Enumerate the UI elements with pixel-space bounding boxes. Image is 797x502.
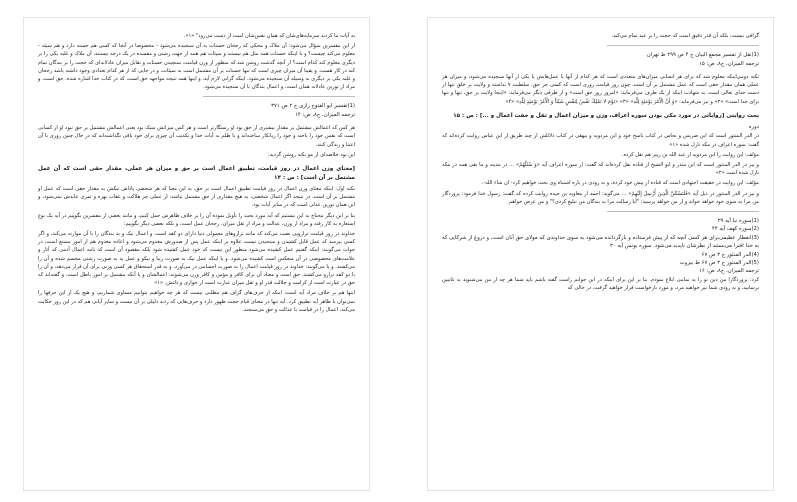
left-para-5: بنا بر این دیگر محتاج به این نیستیم که آیه مورد بحث را تأویل نموده آن را بر خلاف ظاهرش حمل کنیم، و مانند بعضی از مفسرین بگوییم در آیه یک نوع استعاره به کار رفته و مراد از وزن، عدالت و مراد از ثقل میزان، رجحان عمل است، و بلکه بعضی دیگر بگوییم: [38,212,355,227]
right-footnote-ref-3: (3)انفطار عظیمی‌برای هر کسی آنچه که از پیش فرستاده و بازگردانده می‌شود به سوی خداوندی که مولای حق آنان است، و دروغ از شرکایی که به خدا افترا می‌بستند از نظرشان ناپدید می‌شود. سوره یونس آیه ۳۰ [442,234,759,250]
left-section-heading: [معنای وزن اعمال در روز قیامت، تطبیق اعمال است بر حق و میزان هر عملی، مقدار حقی است که آن عمل مشتمل بر آن است] : ص : ۱۴ [38,166,355,182]
left-para-1: به آیات ما کردند سرمایه‌های‌شان که همان نفس‌شان است از دست می‌رود" «۱». [183,33,355,39]
left-page [24,18,369,490]
left-para-3: هر کس که اعمالش مشتمل بر مقدار بیشتری از حق بود او رستگارتر است و هر کس میزانش سبک بود یعنی اعمالش مشتمل بر حق نبود او از کسانی است که نفس خود را باخته و خود را زیانکار ساخته‌اند و با ظلم به آیات خدا و تکذیب آن چیزی برای خود باقی نگذاشته‌اند که در حال چنین روزی با آن اعتنا و زندگی کنند. [38,125,355,148]
right-footnote-ref-4: (4)الدر المنثور ج ۳ ص ۶۷ [701,251,759,258]
right-para-3: در الدر المنثور است که ابن ضریس و نحاس در کتاب ناسخ خود و ابن مردویه و بیهقی در کتاب دلائلش از چند طریق از ابن عباس روایت کرده‌اند که گفت: سوره اعراف در مکه نازل شده «۱» [442,133,759,148]
left-para-2: از این مفسرین سؤال می‌شود: آن ملاک و محکی که رجحان حسنات به آن سنجیده می‌شود - مخصوصا در آنجا که کسی هم حسنه دارد و هم سیئه - معلوم می‌کند چیست؟ و با اینکه حسنات همه مثل هم نیستند و سیئات هم همه از جهت زشتی و مفسده در یک درجه نیستند، آن ملاک و غلبه یکی را بر دیگری معلوم کند کدام است؟ از آنچه گذشت روشن شد که منظور از وزن قیامت، سنجیدن حسنات و تقابل میزان عادلانه‌ای که حجت را بر بندگان تمام کند در کار هست. و یقینا آن میزان چیزی است که تنها حسنات بر آن مشتمل است نه سیئات، و در جایی که از هر کدام تعدادی وجود داشته باشد رجحان و غلبه یکی بر دیگری به وسیله آن سنجیده می‌شود. اینکه گرانی لازم آید، و اینها همه نتیجه مواجهه حق است، که در کتاب خدا اشاره شده. حق است، و مراد از توزین عادلانه همان است، و اعمال بندگان با آن سنجیده می‌شود. [38,43,355,91]
right-para-7: و نیز در الدر المنثور در ذیل آیه «فَلَنَسْئَلَنَّ الَّذِينَ أُرْسِلَ إِلَيْهِمْ» ... می‌گوید: احمد از معاویه بن حیده روایت کرده که گفت: رسول خدا فرمود: پروردگار من مرا به سوی خود خواهد خواند و از من خواهد پرسید: "آیا رسالت مرا به بندگان من تبلیغ کردی؟" و من عرض خواهم [442,190,759,205]
left-footnote-1: (1)تفسیر ابو الفتوح رازی ج ۲ ص ۳۷۱ [271,103,355,110]
right-page-number-ref: ترجمه المیزان، ج‏۸، ص: ۱۵ [699,60,759,67]
left-para-3b: این بود خلاصه‌ای از مو نکته روشن گردید: [267,151,355,158]
right-footnote-1: (1)نقل از تفسیر مجمع البیان ج ۴ ص ۲۹۹ ط تهران [646,52,759,59]
footnote-divider [203,96,355,97]
right-footnote-ref-2: (2)سوره کهف آیه ۴۴ [711,226,759,233]
left-para-7: اینها هم بر خلاف مراد آیه است، اینکه از حرف‌های گزاف هم مطلبی نیست که هر چه خواهیم بتوانیم مساوی شماریم، و هیچ یک از این حرفها را نمی‌توان با ظاهر آیه تطبیق کرد. آیه تنها در معنای قیام حجت ظهور دارد و حرف‌هایی که زدند دلیلی بر آن نیست و سایر آیاتی هم که در این روز حکایت می‌کند، اعمال را در قیامت با عدالت و حق می‌سنجند. [38,290,355,313]
right-top-line: گزافی نیست، بلکه آن قدر دقیق است که حجت را بر عبد تمام می‌کند. [611,33,759,39]
right-para-1: نکته دومی‌اینکه معلوم شد که برای هر انسانی میزان‌های متعددی است که هر کدام از آنها با عمل‌هایش یا یکی از آنها سنجیده می‌شود، و میزان هر عملی همان مقدار حقی است که عمل مشتمل بر آن است، چون روز قیامت روزی است که کسی جز حق، سلطنت ۷ نداشته و ولایت بر خلق تنها از دست خدای تعالی است، به شهادت اینکه از یک طرف می‌فرماید: «امروز روز حق است» و از طرفی دیگر می‌فرماید: «اینجا ولایت بر حق، تنها و تنها برای خدا است» «۲» و نیز می‌فرماید: «وَ أَنَّ الْأَمْرَ یَوْمَئِذٍ لِلَّهِ» «۳» «يَوْمَ لا تَمْلِكُ نَفْسٌ لِنَفْسٍ شَيْئاً وَ الْأَمْرُ يَوْمَئِذٍ لِلَّهِ» «۴» [442,74,759,105]
footnote-divider [607,211,759,212]
left-para-6: خداوند در روز قیامت ترازویی نصب می‌کند که مانند ترازوهای معمولی دنیا دارای دو کفه است، و اعمال نیک و بد بندگان را با آن موازنه می‌کند، و اگر کسی بپرسد که عمل قابل کشیدن و سنجیدن نیست علاوه بر اینکه عمل پس از صدورش معدوم می‌شود و اعاده معدوم هم از امور ممتنع است، در جواب می‌گویند: اینکه گفتیم عمل کشیده می‌شود منظور این نیست که خود عمل کشیده شود بلکه مقصود آن است که نامه اعمال آدمی که آثار و علامت‌های مخصوصی در آن منعکس است کشیده می‌شود. و یا اینکه عمل نیک به صورت زیبا و نیکو و عمل بد به صورت زشتی مجسم شده و آن را می‌کشند. و یا می‌گویند: خداوند در روز قیامت اعمال را به صورت اجسامی در می‌آورد، و به قدر استحقاق هر کسی وزنی برای آن قرار می‌دهد، و آن را با دو کفه ترازو می‌کشند. حق است و معناد آن برای کافر و مؤمن و کافر وزن می‌شوند. اعمالشان و یا آنکه مشتمل بر امور باطل است، و گفته‌اند که حق در عبارت است از کرامت و جلالت قدر او و ثقل میزان عبارت است از خواری و ذلتش. «۱» [38,231,355,287]
right-para-6: مؤلف: این روایت در حقیقت اجتهادی است که قتاده از پیش خود کرده، و به زودی در باره اشتباه وی بحث خواهیم کرد- ان شاء الله-. [481,180,759,187]
right-footnote-ref-5: (5)الدر المنثور ج ۳ ص ۶۷ ط بیروت [679,260,759,267]
right-page-number-ref-2: ترجمه المیزان، ج‏۸، ص: ۱۶ [699,268,759,275]
right-para-8: کرد: پروردگارا من دین تو را به تمامی ابلاغ نمودم. بنا بر این برای اینکه در این جوابم راست گفته باشم باید شما هر چه از من می‌شنوید به غایبین برسانید، و به زودی شما نیز خواهید مرد، و مورد بازخواست قرار خواهید گرفت، در حالی که [442,276,759,292]
right-section-heading: بحث روایتی [روایاتی در مورد مکی بودن سوره اعراف، وزن و میزان اعمال و ثقل و خفت اعمال و ...] : ص : ۱۵ [453,112,759,119]
right-para-5: و نیز در الدر المنثور است که ابن منذر و ابو الشیخ از قتاده نقل کرده‌اند که گفت: از سوره اعراف آیه «وَ سْئَلْهُمْ» ... در مدینه و ما بقی همه در مکه نازل شده است «۲» [442,162,759,177]
left-para-4: نکته اول: اینکه معنای وزن اعمال در روز قیامت تطبیق اعمال است بر حق، به این معنا که هر شخصی پاداش نیکش به مقدار حقی است که عمل او مشتمل بر آن است، در نتیجه اگر اعمال شخصی، به هیچ مقداری از حق مشتمل نباشد، از عملی جز هلاکت و عقاب بهره و ثمری عایدش نمی‌شود، و این همان توزین عدلی است که در سایر آیات بود. [38,186,355,209]
left-page-number-ref: ترجمه المیزان، ج‏۸، ص: ۱۴ [295,111,355,118]
right-section-sub: دوره [748,123,759,130]
right-footnote-ref-1: (1)سوره نبا آیه ۳۹ [717,218,759,225]
footnote-divider [607,45,759,46]
right-para-4: مؤلف: این روایت را ابن مردویه از عبد الله بن زبیر هم نقل کرده. [621,151,759,158]
right-page [428,18,773,490]
